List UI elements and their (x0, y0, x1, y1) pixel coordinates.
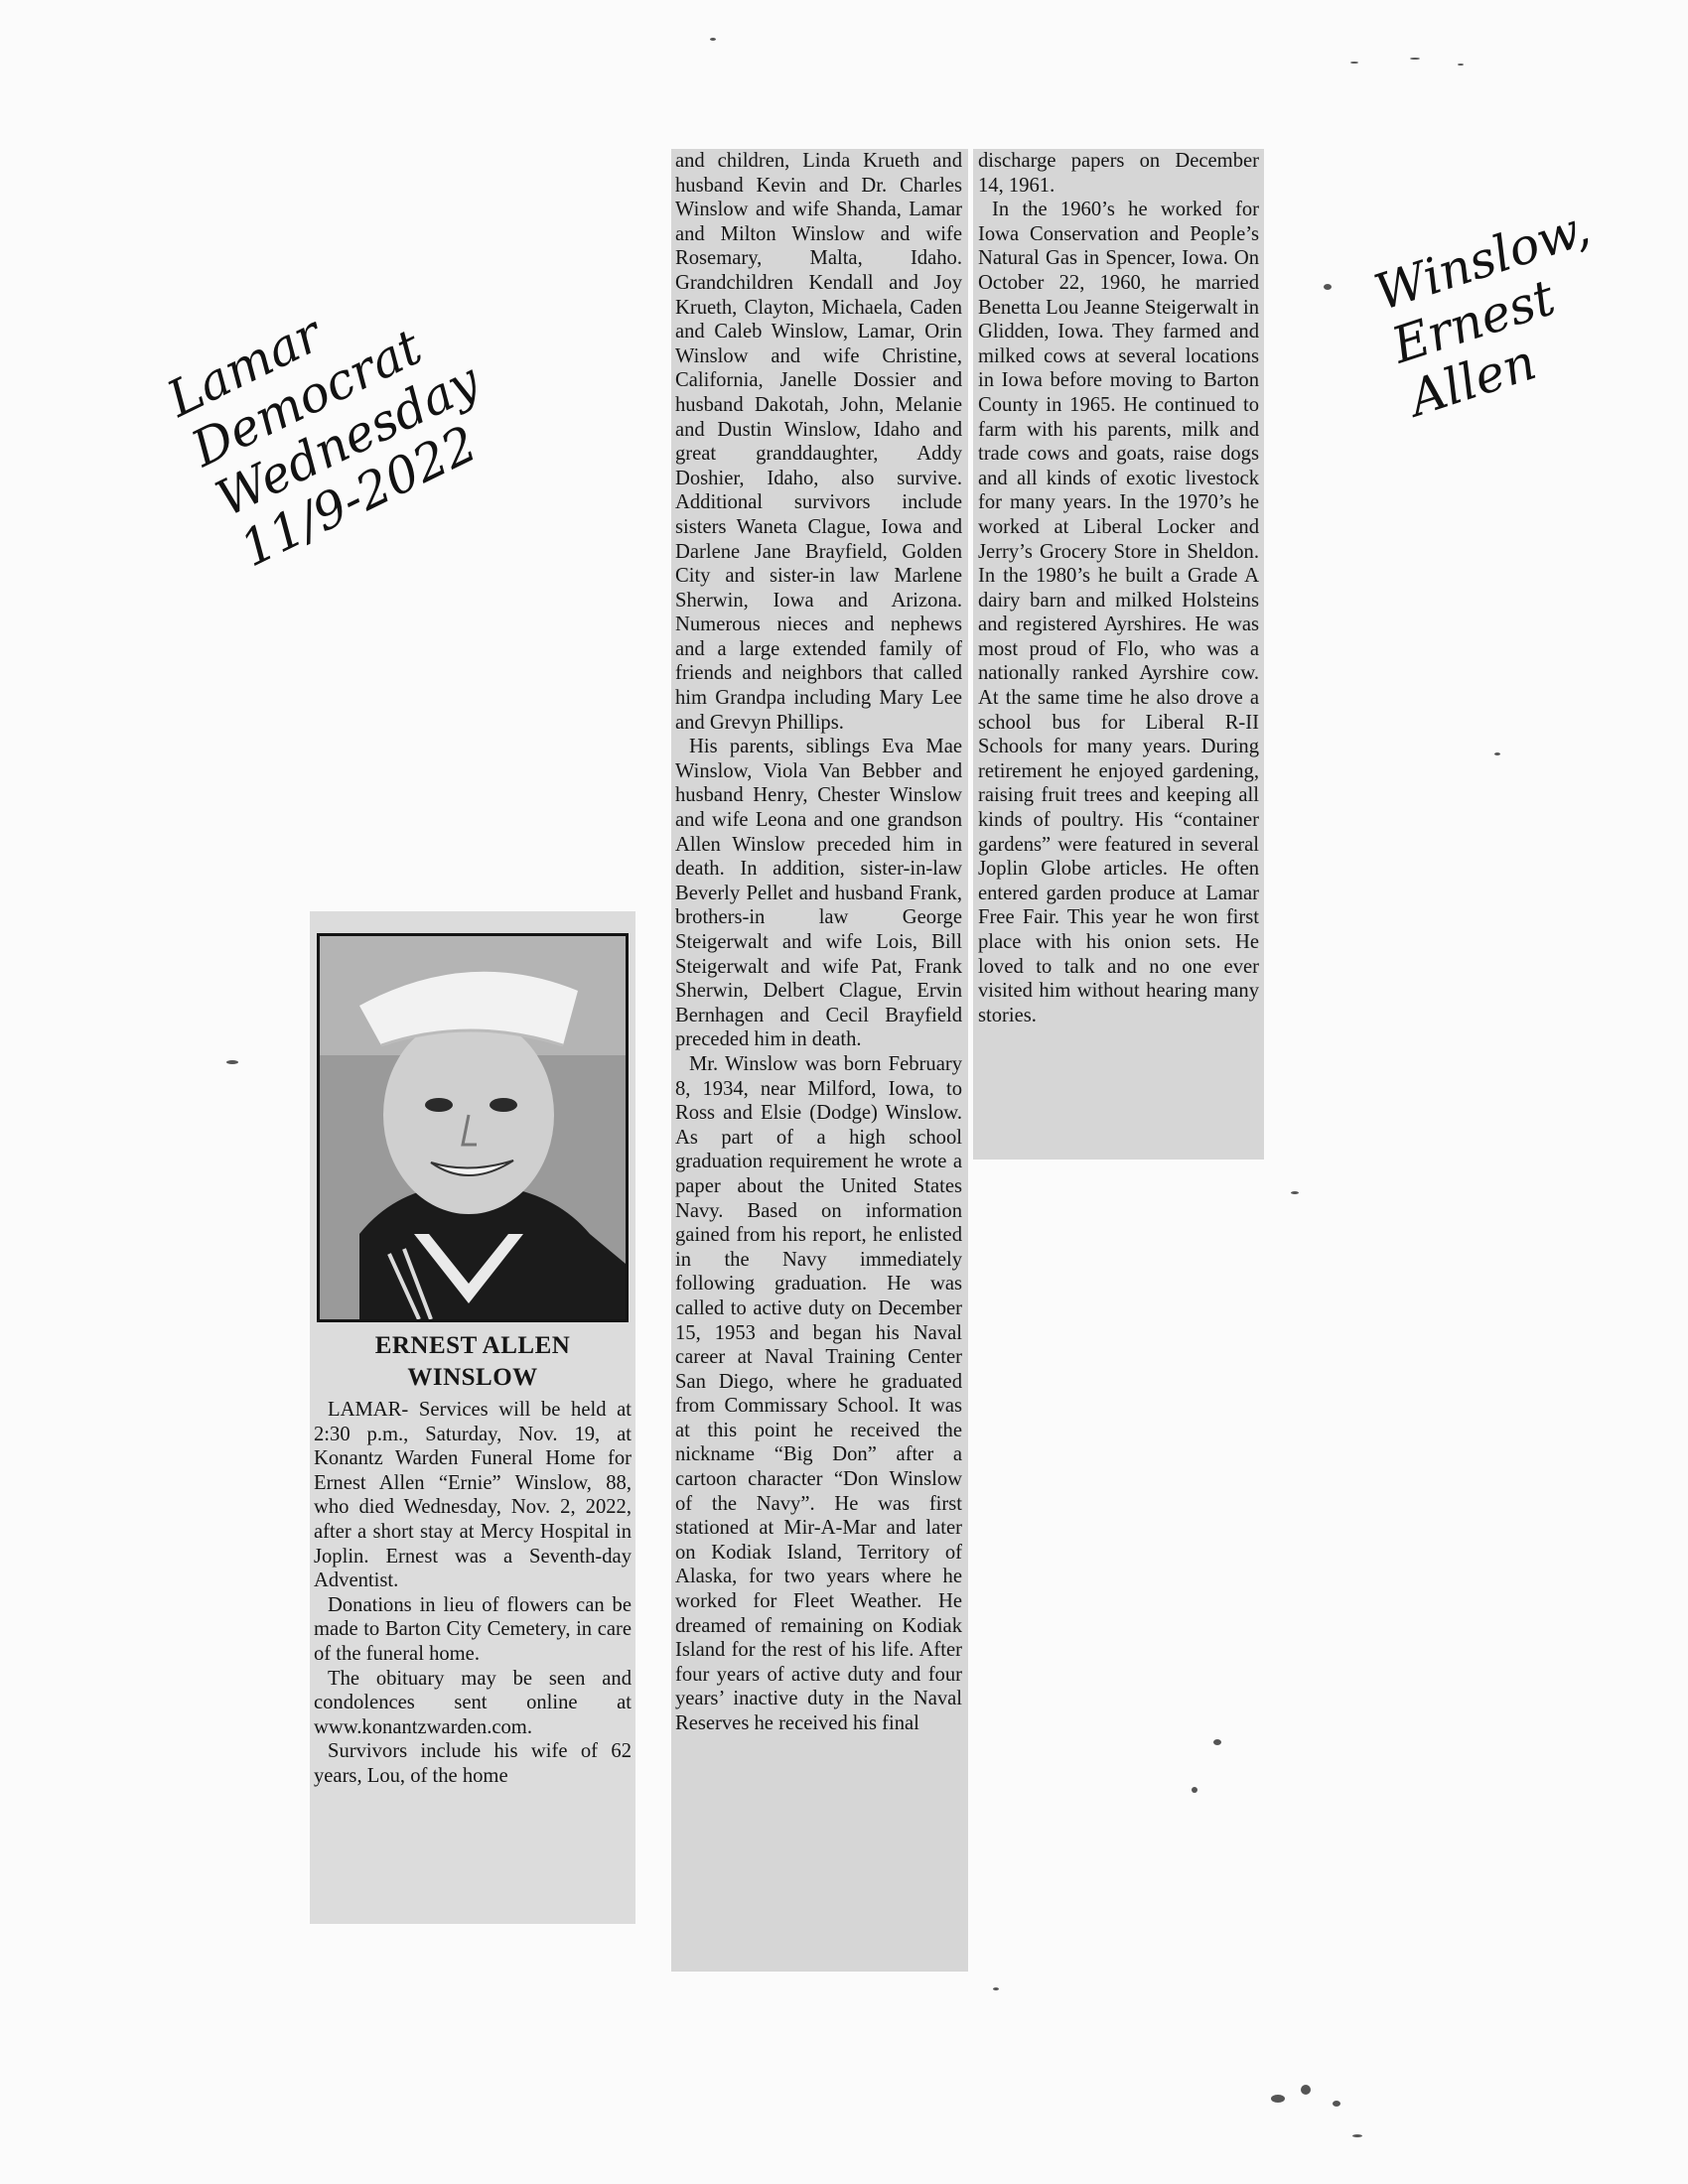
obituary-paragraph: The obituary may be seen and condolences sent online at www.konantzwarden.com. (314, 1667, 632, 1738)
scan-speck (710, 38, 716, 41)
scan-speck (1494, 752, 1500, 755)
scan-speck (993, 1987, 999, 1990)
obituary-headline: ERNEST ALLEN WINSLOW (374, 1332, 571, 1391)
obituary-paragraph: Donations in lieu of flowers can be made to Barton City Cemetery, in care of the funeral home. (314, 1593, 632, 1665)
scan-speck (1350, 62, 1358, 64)
handwritten-subject-name: Winslow, Ernest Allen (1367, 199, 1597, 428)
obituary-paragraph: In the 1960’s he worked for Iowa Conservation and People’s Natural Gas in Spencer, Iowa. On October 22, 1960, he married Benetta Lou Jeanne Steigerwalt in Glidden, Iowa. They farmed and milked cows at several locations in Iowa before moving to Barton County in 1965. He continued to farm with his parents, milk and trade cows and goats, raise dogs and all kinds of exotic livestock for many years. In the 1970’s he worked at Liberal Locker and Jerry’s Grocery Store in Sheldon. In the 1980’s he built a Grade A dairy barn and milked Holsteins and registered Ayrshires. He was most proud of Flo, who was a nationally ranked Ayrshire cow. At the same time he also drove a school bus for Liberal R-II Schools for many years. During retirement he enjoyed gardening, raising fruit trees and keeping all kinds of poultry. His “container gardens” were featured in several Joplin Globe articles. He often entered garden produce at Lamar Free Fair. This year he won first place with his onion sets. He loved to talk and no one ever visited him without hearing many stories. (978, 199, 1259, 1026)
obituary-clipping-left (310, 911, 635, 1924)
scan-speck (1333, 2101, 1340, 2107)
obituary-paragraph: LAMAR- Services will be held at 2:30 p.m., Saturday, Nov. 19, at Konantz Warden Funeral Home for Ernest Allen “Ernie” Winslow, 88, who died Wednesday, Nov. 2, 2022, after a short stay at Mercy Hospital in Joplin. Ernest was a Seventh-day Adventist. (314, 1399, 632, 1592)
scan-speck (1271, 2095, 1285, 2103)
scan-speck (1213, 1739, 1221, 1745)
obituary-paragraph: and children, Linda Krueth and husband Kevin and Dr. Charles Winslow and wife Shanda, Lamar and Milton Winslow and wife Rosemary, Malta, Idaho. Grandchildren Kendall and Joy Krueth, Clayton, Michaela, Caden and Caleb Winslow, Lamar, Orin Winslow and wife Christine, California, Janelle Dossier and husband Dakotah, John, Melanie and Dustin Winslow, Idaho and great granddaughter, Addy Doshier, Idaho, also survive. Additional survivors include sisters Waneta Clague, Iowa and Darlene Jane Brayfield, Golden City and sister-in law Marlene Sherwin, Iowa and Arizona. Numerous nieces and nephews and a large extended family of friends and neighbors that called him Grandpa including Mary Lee and Grevyn Phillips. (675, 150, 962, 734)
scan-speck (1192, 1787, 1197, 1793)
obituary-paragraph: His parents, siblings Eva Mae Winslow, Viola Van Bebber and husband Henry, Chester Winslow and wife Leona and one grandson Allen Winslow preceded him in death. In addition, sister-in-law Beverly Pellet and husband Frank, brothers-in law George Steigerwalt and wife Lois, Bill Steigerwalt and wife Pat, Frank Sherwin, Delbert Clague, Ervin Bernhagen and Cecil Brayfield preceded him in death. (675, 736, 962, 1051)
scan-speck (1324, 284, 1332, 290)
scan-speck (226, 1060, 238, 1064)
obituary-paragraph: Survivors include his wife of 62 years, Lou, of the home (314, 1740, 632, 1787)
obituary-paragraph: Mr. Winslow was born February 8, 1934, near Milford, Iowa, to Ross and Elsie (Dodge) Winslow. As part of a high school graduation requirement he wrote a paper about the United States Navy. Based on information gained from his report, he enlisted in the Navy immediately following graduation. He was called to active duty on December 15, 1953 and began his Naval career at Naval Training Center San Diego, where he graduated from Commissary School. It was at this point he received the nickname “Big Don” after a cartoon character “Don Winslow of the Navy”. He was first stationed at Mir-A-Mar and later on Kodiak Island, Territory of Alaska, for two years where he worked for Fleet Weather. He dreamed of remaining on Kodiak Island for the rest of his life. After four years of active duty and four years’ inactive duty in the Naval Reserves he received his final (675, 1052, 962, 1734)
scan-speck (1301, 2085, 1311, 2095)
sailor-portrait-photo (317, 933, 629, 1322)
obituary-paragraph: discharge papers on December 14, 1961. (978, 150, 1259, 197)
obituary-clipping-middle (671, 149, 968, 1972)
handwritten-publication-note: Lamar Democrat Wednesday 11/9-2022 (158, 305, 489, 579)
scan-speck (1458, 64, 1464, 66)
obituary-clipping-right (973, 149, 1264, 1160)
sailor-portrait-image (320, 936, 626, 1319)
scan-speck (1291, 1191, 1299, 1194)
scan-speck (1352, 2134, 1362, 2137)
scan-speck (1410, 58, 1420, 60)
